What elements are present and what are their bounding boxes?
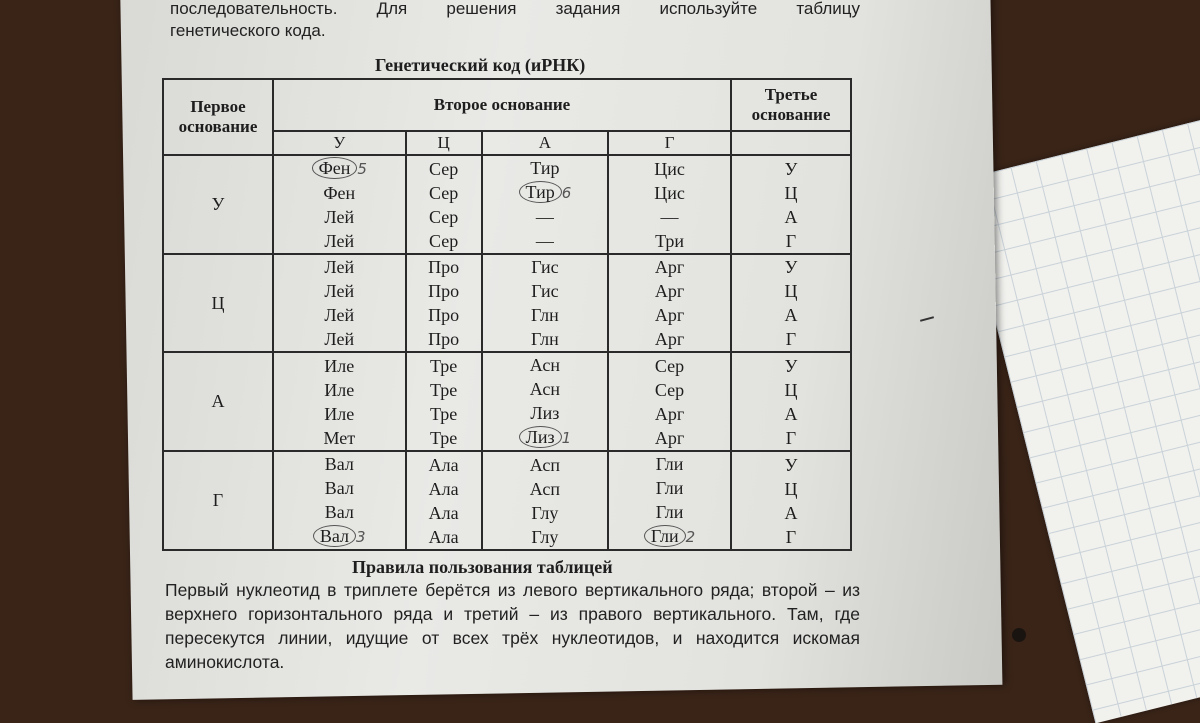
amino-acid: — — [660, 206, 679, 227]
binder-ring-hole — [1012, 628, 1026, 642]
amino-acid: Арг — [654, 403, 685, 424]
amino-acid-column-cell — [406, 352, 482, 451]
second-base-4: Г — [608, 131, 731, 155]
third-base-letter: У — [784, 158, 798, 179]
amino-acid: Глн — [531, 305, 559, 325]
amino-acid-column-cell — [406, 155, 482, 254]
amino-acid-column-cell — [608, 451, 731, 550]
amino-acid — [609, 524, 730, 549]
intro-word: последовательность. — [170, 0, 338, 18]
amino-acid: Гли — [655, 478, 684, 498]
amino-acid: Глу — [531, 502, 559, 523]
codon-group-А — [163, 352, 851, 451]
codon-group-Ц — [163, 254, 851, 352]
intro-line-2: генетического кода. — [170, 21, 326, 40]
amino-acid: Глн — [531, 329, 559, 349]
intro-word: задания — [555, 0, 621, 18]
amino-acid-column-cell — [406, 254, 482, 352]
second-base-1: У — [273, 131, 406, 155]
amino-acid: Фен — [323, 183, 356, 203]
third-base-letter: Ц — [784, 379, 798, 400]
circled-amino-acid: Тир — [519, 181, 562, 203]
amino-acid: Гли — [655, 502, 684, 522]
amino-acid: Тир — [530, 158, 560, 178]
amino-acid: Тре — [429, 379, 458, 400]
amino-acid: Гли — [655, 454, 684, 474]
intro-word: используйте — [659, 0, 758, 18]
amino-acid — [483, 425, 607, 450]
second-base-header: Второе основание — [273, 79, 731, 131]
amino-acid: Сер — [429, 230, 459, 251]
amino-acid: Лей — [324, 231, 355, 251]
amino-acid-column-cell — [482, 155, 608, 254]
intro-text — [170, 0, 860, 42]
amino-acid-column-cell — [273, 254, 406, 352]
amino-acid: Арг — [654, 305, 685, 325]
third-base-letter: А — [784, 403, 798, 424]
codon-group-Г — [163, 451, 851, 550]
third-base-cell — [731, 254, 851, 352]
amino-acid: Лей — [324, 329, 355, 349]
rules-text: Первый нуклеотид в триплете берётся из левого вертикального ряда; второй – из верхнего горизонтального ряда и третий – из правого вертикального. Там, где пересекутся линии, идущие от всех трёх нуклеотидов, и находится искомая аминокислота. — [165, 580, 860, 672]
first-base-cell: А — [163, 352, 273, 451]
amino-acid: Глу — [531, 526, 559, 547]
first-base-cell: Г — [163, 451, 273, 550]
amino-acid-column-cell — [608, 155, 731, 254]
amino-acid: Сер — [429, 182, 459, 203]
amino-acid — [483, 180, 607, 205]
amino-acid: Ала — [428, 526, 459, 547]
amino-acid: Лей — [324, 305, 355, 325]
intro-word: решения — [446, 0, 517, 18]
circled-amino-acid: Фен — [312, 157, 358, 179]
intro-line-1 — [170, 0, 860, 20]
first-base-header: Первое основание — [163, 79, 273, 155]
handwritten-number: 2 — [685, 528, 696, 546]
amino-acid: Лиз — [530, 403, 560, 423]
amino-acid: — — [535, 231, 554, 251]
amino-acid-column-cell — [273, 155, 406, 254]
third-base-header: Третье основание — [731, 79, 851, 131]
third-base-letter: Г — [785, 427, 797, 448]
third-base-letter: А — [784, 305, 798, 325]
amino-acid: Арг — [654, 257, 685, 277]
amino-acid: Вал — [324, 502, 354, 522]
third-base-cell — [731, 352, 851, 451]
handwritten-number: 6 — [561, 184, 572, 202]
amino-acid: Лей — [324, 207, 355, 227]
second-base-3: А — [482, 131, 608, 155]
amino-acid: Про — [428, 305, 460, 325]
genetic-code-table — [162, 78, 852, 551]
third-base-letter: Г — [785, 526, 797, 547]
circled-amino-acid: Лиз — [519, 426, 562, 448]
amino-acid: Вал — [324, 478, 354, 498]
third-base-letter: Ц — [784, 182, 798, 203]
amino-acid: Сер — [429, 206, 459, 227]
amino-acid: Мет — [323, 427, 356, 448]
amino-acid: Вал — [324, 454, 354, 474]
amino-acid: Про — [428, 257, 460, 277]
amino-acid: Гис — [531, 257, 559, 277]
circled-amino-acid: Гли — [644, 525, 686, 547]
amino-acid: Ала — [428, 454, 459, 475]
amino-acid: Ала — [428, 502, 459, 523]
amino-acid-column-cell — [406, 451, 482, 550]
amino-acid: Асн — [529, 379, 560, 399]
amino-acid: Арг — [654, 427, 685, 448]
amino-acid: Сер — [429, 158, 459, 179]
amino-acid: Асп — [529, 454, 560, 475]
third-base-letter: Ц — [784, 281, 798, 301]
amino-acid: Асп — [529, 478, 560, 499]
amino-acid: Сер — [654, 379, 685, 400]
handwritten-number: 1 — [561, 429, 572, 447]
third-base-letter: Ц — [784, 478, 798, 499]
rules-title: Правила пользования таблицей — [352, 557, 613, 577]
first-base-cell: Ц — [163, 254, 273, 352]
handwritten-number: 3 — [356, 528, 366, 546]
amino-acid-column-cell — [482, 451, 608, 550]
second-base-2: Ц — [406, 131, 482, 155]
handwritten-number: 5 — [357, 160, 367, 178]
third-base-cell — [731, 155, 851, 254]
amino-acid: Асн — [529, 355, 560, 375]
amino-acid: Сер — [654, 355, 685, 376]
amino-acid: Тре — [429, 403, 458, 424]
amino-acid: Про — [428, 281, 460, 301]
amino-acid: Арг — [654, 329, 685, 349]
third-base-letter: А — [784, 206, 798, 227]
amino-acid: Цис — [654, 182, 685, 203]
amino-acid-column-cell — [608, 352, 731, 451]
third-base-subheader-empty — [731, 131, 851, 155]
amino-acid: Тре — [429, 355, 458, 376]
amino-acid: Цис — [654, 158, 685, 179]
amino-acid-column-cell — [482, 352, 608, 451]
first-base-cell: У — [163, 155, 273, 254]
amino-acid — [274, 524, 405, 549]
third-base-letter: А — [784, 502, 798, 523]
amino-acid: Иле — [324, 379, 355, 400]
amino-acid: — — [535, 207, 554, 227]
third-base-letter: У — [784, 355, 798, 376]
intro-word: Для — [376, 0, 408, 18]
code-body — [163, 155, 851, 550]
amino-acid-column-cell — [482, 254, 608, 352]
amino-acid: Тре — [429, 427, 458, 448]
amino-acid-column-cell — [273, 451, 406, 550]
third-base-letter: Г — [785, 230, 797, 251]
amino-acid: Арг — [654, 281, 685, 301]
amino-acid: Ала — [428, 478, 459, 499]
intro-word: таблицу — [796, 0, 860, 18]
amino-acid — [274, 156, 405, 181]
amino-acid: Гис — [531, 281, 559, 301]
amino-acid-column-cell — [273, 352, 406, 451]
codon-group-У — [163, 155, 851, 254]
third-base-cell — [731, 451, 851, 550]
amino-acid: Про — [428, 329, 460, 349]
third-base-letter: У — [784, 454, 798, 475]
amino-acid: Иле — [324, 403, 355, 424]
amino-acid-column-cell — [608, 254, 731, 352]
table-title: Генетический код (иРНК) — [375, 55, 586, 75]
amino-acid: Три — [655, 230, 685, 251]
amino-acid: Лей — [324, 257, 355, 277]
circled-amino-acid: Вал — [313, 525, 356, 547]
third-base-letter: У — [784, 257, 798, 277]
amino-acid: Иле — [324, 355, 355, 376]
amino-acid: Лей — [324, 281, 355, 301]
third-base-letter: Г — [785, 329, 797, 349]
